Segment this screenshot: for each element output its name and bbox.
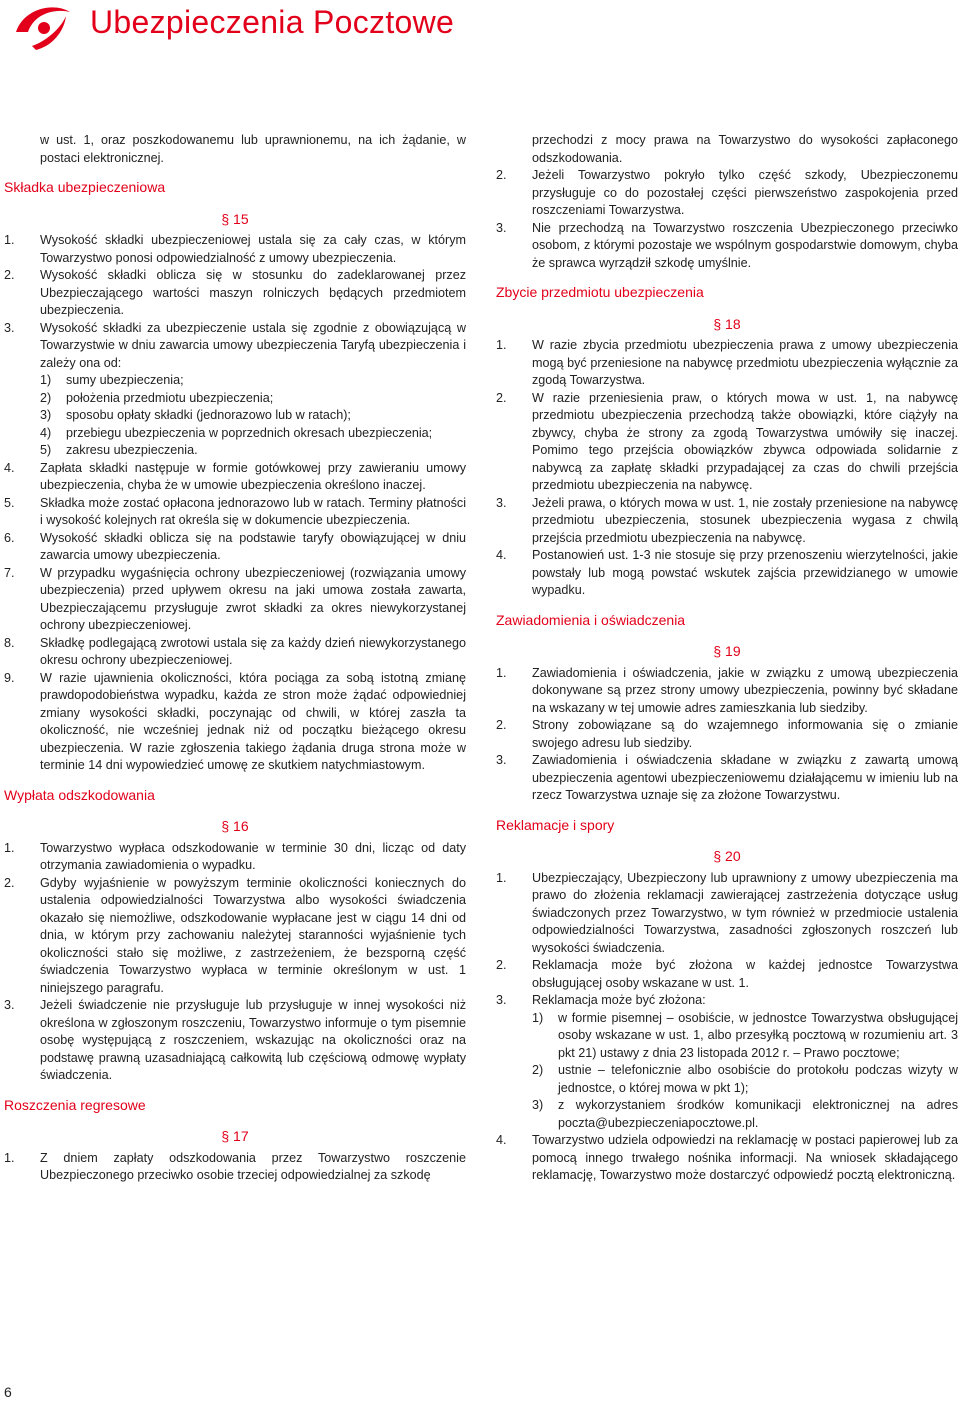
item-text: Reklamacja może być złożona w każdej jednostce Towarzystwa obsługującej osoby wskazane w ust. 1. [532, 958, 958, 990]
item-text: Jeżeli świadczenie nie przysługuje lub przysługuje w innej wysokości niż określona w zgłoszonym roszczeniu, Towarzystwo informuje o tym pisemnie osobę występującą z roszczeniem, wskazując na okoliczności oraz na podstawę prawną uzasadniającą całkowitą lub częściową odmowę wypłaty świadczenia. [40, 998, 466, 1082]
list-item [4, 232, 466, 267]
item-text: W przypadku wygaśnięcia ochrony ubezpieczeniowej (rozwiązania umowy ubezpieczenia) przed upływem okresu na jaki umowa została zawarta, Ubezpieczającemu przysługuje zwrot składki za okres niewykorzystanej ochrony ubezpieczeniowej. [40, 565, 466, 632]
item-number: 2. [496, 718, 507, 732]
heading-roszczenia: Roszczenia regresowe [4, 1096, 146, 1113]
item-number: 8. [4, 635, 15, 650]
sub-item [532, 1062, 958, 1097]
item-number: 3. [4, 998, 15, 1012]
item-number: 1. [4, 840, 15, 855]
brand-title: Ubezpieczenia Pocztowe [90, 4, 455, 40]
item-text: Ubezpieczający, Ubezpieczony lub uprawniony z umowy ubezpieczenia ma prawo do złożenia reklamacji zawierającej zastrzeżenia dotyczące usług świadczonych przez Towarzystwo, w tym również w przedmiocie ustalenia odpowiedzialności Towarzystwa, zasadności zgłoszonych roszczeń lub wysokości świadczenia. [532, 870, 958, 955]
heading-zawiadomienia: Zawiadomienia i oświadczenia [496, 611, 686, 628]
sub-item-number: 1) [532, 1010, 544, 1025]
s20-list-b [496, 1132, 958, 1185]
sub-item-number: 3) [532, 1098, 544, 1112]
item-text: W razie przeniesienia praw, o których mowa w ust. 1, na nabywcę przedmiotu ubezpieczenia przechodzą także obowiązki, które ciążyły na zbywcy, chyba że strony za zgodą Towarzystwa umówiły się inaczej. Pomimo tego przejścia obowiązków zbywca odpowiada solidarnie z nabywcą za zapłatę składki przypadającej za czas do chwili przejścia przedmiotu ubezpieczenia na nabywcę. [532, 390, 958, 492]
item-text: Strony zobowiązane są do wzajemnego informowania się o zmianie swojego adresu lub siedziby. [532, 718, 958, 750]
list-item [496, 495, 958, 548]
section-16: § 16 [221, 818, 249, 834]
section-17: § 17 [221, 1128, 249, 1144]
item-number: 3. [496, 993, 507, 1007]
section-18: § 18 [713, 315, 741, 332]
item-text: Gdyby wyjaśnienie w powyższym terminie okoliczności koniecznych do ustalenia odpowiedzialności Towarzystwa albo wysokości świadczenia okazało się niemożliwe, odszkodowanie wypłacane jest w ciągu 14 dni od dnia, w którym przy zachowaniu należytej staranności wyjaśnienie tych okoliczności stało się możliwe, z zastrzeżeniem, że bezsporną część świadczenia Towarzystwo wypłaca w terminie określonym w ust. 1 niniejszego paragrafu. [40, 875, 466, 995]
sub-item-text: w formie pisemnej – osobiście, w jednostce Towarzystwa obsługującej osoby wskazane w ust. 1, albo przesyłką pocztową w rozumieniu art. 3 pkt 21) ustawy z dnia 23 listopada 2012 r. – Prawo pocztowe; [558, 1010, 958, 1060]
sub-item [40, 372, 466, 390]
item-text: Wysokość składki ubezpieczeniowej ustala się za cały czas, w którym Towarzystwo ponosi odpowiedzialność z umowy ubezpieczenia. [40, 233, 466, 265]
sub-item [532, 1010, 958, 1063]
item-text: W razie ujawnienia okoliczności, która pociąga za sobą istotną zmianę prawdopodobieństwa wypadku, każda ze stron może żądać odpowiedniej zmiany wysokości składki, poczynając od chwili, w której zaszła ta okoliczność, nie wcześniej jednak niż od początku bieżącego okresu ubezpieczenia. W razie zgłoszenia takiego żądania druga strona może w terminie 14 dni wypowiedzieć umowę ze skutkiem natychmiastowym. [40, 670, 466, 772]
sub-item-number: 2) [40, 390, 52, 405]
intro-paragraph: w ust. 1, oraz poszkodowanemu lub uprawnionemu, na ich żądanie, w postaci elektronicznej. [40, 133, 466, 165]
item-number: 2. [496, 390, 507, 405]
sub-item-number: 4) [40, 425, 52, 440]
item-text: Towarzystwo wypłaca odszkodowanie w terminie 30 dni, licząc od daty otrzymania zawiadomienia o wypadku. [40, 840, 466, 872]
item-number: 7. [4, 565, 15, 580]
item-number: 4. [4, 460, 15, 475]
list-item [496, 752, 958, 805]
list-item [4, 495, 466, 530]
item-text: Nie przechodzą na Towarzystwo roszczenia Ubezpieczonego przeciwko osobom, z którymi pozostaje we wspólnym gospodarstwie domowym, chyba że sprawca wyrządził szkodę umyślnie. [532, 220, 958, 270]
item-number: 4. [496, 548, 507, 562]
s15-sublist [4, 372, 466, 460]
list-item [4, 635, 466, 670]
list-item [496, 337, 958, 390]
item-number: 2. [4, 875, 15, 890]
s15-list-b [4, 460, 466, 775]
list-item [496, 992, 958, 1010]
item-number: 2. [496, 168, 507, 182]
list-item [496, 1132, 958, 1185]
item-text: Wysokość składki za ubezpieczenie ustala się zgodnie z obowiązującą w Towarzystwie w dniu zawarcia umowy ubezpieczenia Taryfą ubezpieczenia i zależy ona od: [40, 320, 466, 370]
list-item [496, 167, 958, 220]
item-text: Zapłata składki następuje w formie gotówkowej przy zawieraniu umowy ubezpieczenia, chyba że w umowie ubezpieczenia określono inaczej. [40, 460, 466, 492]
item-number: 1. [496, 870, 507, 885]
item-text: Towarzystwo udziela odpowiedzi na reklamację w postaci papierowej lub za pomocą innego trwałego nośnika informacji. Na wniosek składającego reklamację, Towarzystwo może dostarczyć odpowiedź pocztą elektroniczną. [532, 1133, 958, 1182]
page-number: 6 [4, 1384, 12, 1400]
item-number: 1. [4, 233, 15, 247]
item-text: Reklamacja może być złożona: [532, 993, 706, 1007]
s17-list [4, 1150, 466, 1185]
item-text: Składkę podlegającą zwrotowi ustala się za każdy dzień niewykorzystanego okresu ochrony ubezpieczeniowej. [40, 635, 466, 667]
item-number: 3. [4, 320, 15, 335]
item-text: Z dniem zapłaty odszkodowania przez Towarzystwo roszczenie Ubezpieczonego przeciwko osobie trzeciej odpowiedzialnej za szkodę [40, 1150, 466, 1182]
item-number: 2. [496, 958, 507, 972]
item-text: Jeżeli prawa, o których mowa w ust. 1, nie zostały przeniesione na nabywcę przedmiotu ubezpieczenia, stosunek ubezpieczenia wygasa z chwilą przejścia przedmiotu ubezpieczenia na nabywcę. [532, 495, 958, 545]
sub-item-text: z wykorzystaniem środków komunikacji elektronicznej na adres poczta@ubezpieczeniapocztowe.pl. [558, 1098, 958, 1130]
sub-item-text: ustnie – telefonicznie albo osobiście do protokołu podczas wizyty w jednostce, o której mowa w pkt 1); [558, 1063, 958, 1095]
list-item [4, 460, 466, 495]
item-number: 1. [496, 665, 507, 680]
list-item [496, 717, 958, 752]
sub-item [532, 1097, 958, 1132]
section-19: § 19 [713, 643, 741, 659]
item-number: 1. [496, 338, 507, 352]
list-item [496, 665, 958, 718]
list-item [496, 390, 958, 495]
list-item [4, 530, 466, 565]
sub-item-text: zakresu ubezpieczenia. [66, 443, 198, 457]
heading-skladka: Składka ubezpieczeniowa [4, 179, 166, 195]
item-text: Postanowień ust. 1-3 nie stosuje się przy przenoszeniu wierzytelności, jakie powstały lub mogą powstać wskutek zajścia przewidzianego w umowie wypadku. [532, 548, 958, 597]
item-number: 5. [4, 495, 15, 510]
s19-list [496, 665, 958, 805]
item-text: Składka może zostać opłacona jednorazowo lub w ratach. Terminy płatności i wysokość kolejnych rat określa się w dokumencie ubezpieczenia. [40, 495, 466, 527]
item-number: 3. [496, 753, 507, 767]
heading-zbycie: Zbycie przedmiotu ubezpieczenia [496, 284, 704, 300]
section-15: § 15 [221, 210, 249, 227]
list-item [4, 875, 466, 998]
item-text: Wysokość składki oblicza się na podstawie taryfy obowiązującej w dniu zawarcia umowy ubezpieczenia. [40, 530, 466, 562]
sub-item [40, 425, 466, 443]
list-item [4, 1150, 466, 1185]
item-text: Wysokość składki oblicza się w stosunku do zadeklarowanej przez Ubezpieczającego wartości maszyn rolniczych będących przedmiotem ubezpieczenia. [40, 268, 466, 317]
list-item [4, 670, 466, 775]
list-item [496, 870, 958, 958]
sub-item [40, 407, 466, 425]
item-number: 3. [496, 495, 507, 510]
left-column [4, 132, 466, 1185]
list-item [4, 997, 466, 1085]
list-item [4, 840, 466, 875]
item-number: 4. [496, 1133, 507, 1147]
sub-item-text: położenia przedmiotu ubezpieczenia; [66, 390, 274, 405]
sub-item-text: sumy ubezpieczenia; [66, 373, 184, 387]
sub-item-number: 5) [40, 443, 52, 457]
item-number: 2. [4, 268, 15, 282]
item-number: 6. [4, 530, 15, 545]
s18-list [496, 337, 958, 600]
list-item [4, 565, 466, 635]
list-item [496, 957, 958, 992]
s17-list-cont [496, 167, 958, 272]
list-item [4, 320, 466, 373]
sub-item-number: 2) [532, 1063, 544, 1077]
continuation-paragraph: przechodzi z mocy prawa na Towarzystwo do wysokości zapłaconego odszkodowania. [532, 133, 958, 165]
s15-list [4, 232, 466, 372]
section-20: § 20 [713, 848, 741, 864]
sub-item [40, 442, 466, 460]
item-number: 1. [4, 1150, 15, 1165]
item-text: Jeżeli Towarzystwo pokryło tylko część szkody, Ubezpieczonemu przysługuje co do pozostałej części pierwszeństwo zaspokojenia przed roszczeniami Towarzystwa. [532, 168, 958, 217]
heading-wyplata: Wypłata odszkodowania [4, 786, 155, 803]
list-item [496, 220, 958, 273]
heading-reklamacje: Reklamacje i spory [496, 816, 615, 833]
item-text: W razie zbycia przedmiotu ubezpieczenia prawa z umowy ubezpieczenia mogą być przeniesione na nabywcę przedmiotu ubezpieczenia wyłącznie za zgodą Towarzystwa. [532, 338, 958, 387]
page-header [0, 0, 960, 56]
s20-list [496, 870, 958, 1010]
item-text: Zawiadomienia i oświadczenia, jakie w związku z umową ubezpieczenia dokonywane są przez strony umowy ubezpieczenia, powinny być składane na wskazany w tej umowie adres zamieszkania lub siedziby. [532, 665, 958, 715]
s16-list [4, 840, 466, 1085]
s20-sublist [496, 1010, 958, 1133]
red-swirl-logo-icon [10, 2, 80, 52]
list-item [4, 267, 466, 320]
list-item [496, 547, 958, 600]
sub-item-number: 1) [40, 373, 52, 387]
sub-item-number: 3) [40, 408, 52, 422]
sub-item [40, 390, 466, 408]
sub-item-text: sposobu opłaty składki (jednorazowo lub w ratach); [66, 408, 351, 422]
item-number: 3. [496, 220, 507, 235]
item-text: Zawiadomienia i oświadczenia składane w związku z zawartą umową ubezpieczenia agentowi ubezpieczeniowemu działającemu w imieniu lub na rzecz Towarzystwa uznaje się za złożone Towarzystwu. [532, 753, 958, 802]
right-column [496, 132, 958, 1185]
sub-item-text: przebiegu ubezpieczenia w poprzednich okresach ubezpieczenia; [66, 425, 433, 440]
item-number: 9. [4, 670, 15, 685]
